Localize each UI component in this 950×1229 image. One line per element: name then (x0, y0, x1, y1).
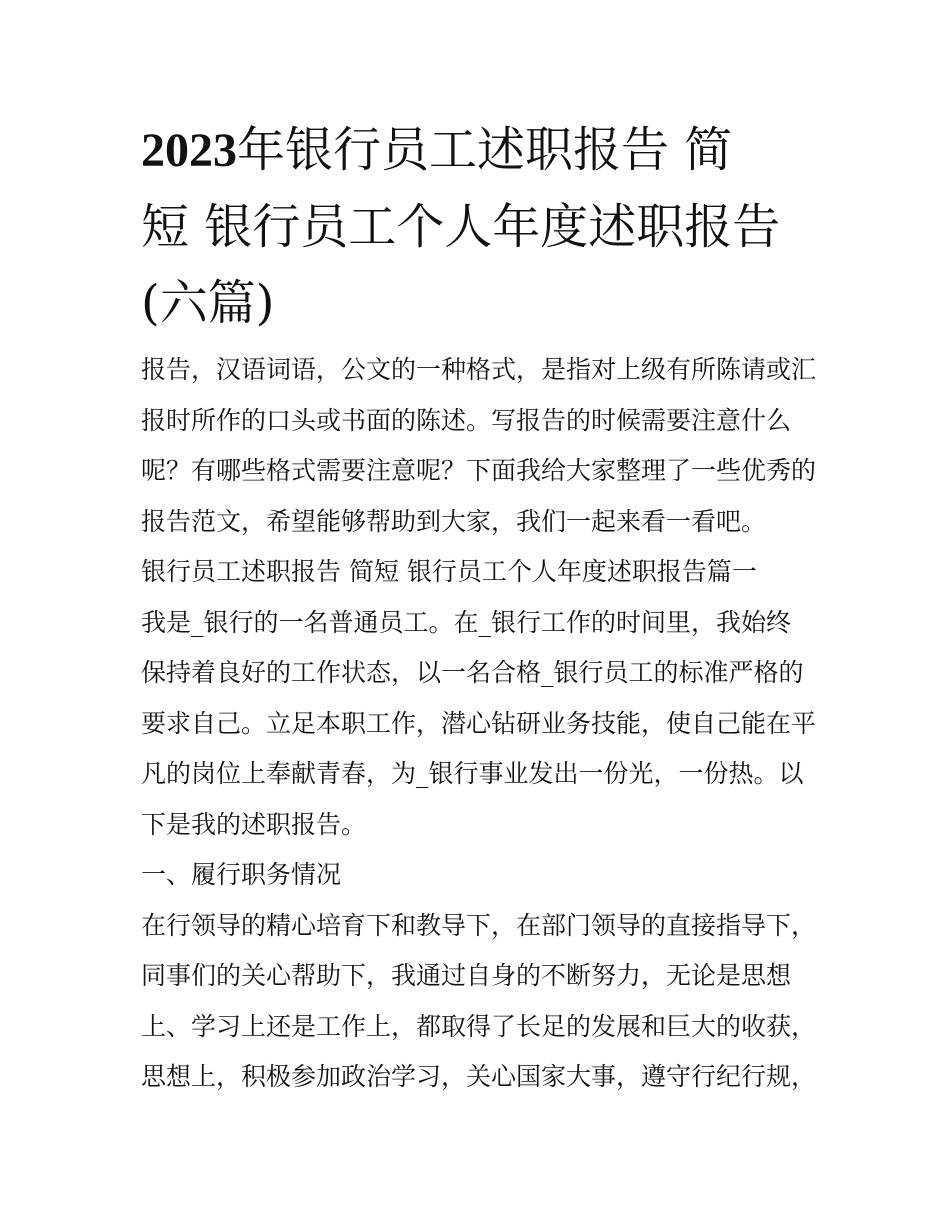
document-title (141, 112, 821, 341)
document-body (141, 345, 821, 1103)
body-line: 在行领导的精心培育下和教导下，在部门领导的直接指导下， (141, 910, 817, 940)
title-line-3: (六篇) (141, 275, 275, 331)
body-line: 我是_银行的一名普通员工。在_银行工作的时间里，我始终 (141, 607, 792, 637)
body-line: 思想上，积极参加政治学习，关心国家大事，遵守行纪行规， (141, 1062, 817, 1091)
body-line: 要求自己。立足本职工作，潜心钻研业务技能，使自己能在平 (141, 708, 817, 738)
body-line: 上、学习上还是工作上，都取得了长足的发展和巨大的收获， (141, 1011, 817, 1041)
body-line: 报告范文，希望能够帮助到大家，我们一起来看一看吧。 (141, 506, 767, 536)
body-line: 凡的岗位上奉献青春，为_银行事业发出一份光，一份热。以 (141, 759, 804, 788)
title-year: 2023 (141, 124, 237, 177)
body-line: 呢？有哪些格式需要注意呢？下面我给大家整理了一些优秀的 (141, 456, 817, 485)
section-heading-report-1: 银行员工述职报告 简短 银行员工个人年度述职报告篇一 (141, 557, 757, 586)
title-line-1-text: 年银行员工述职报告 简 (237, 122, 733, 178)
body-line: 同事们的关心帮助下，我通过自身的不断努力，无论是思想 (141, 961, 792, 990)
body-line: 保持着良好的工作状态，以一名合格_银行员工的标准严格的 (141, 658, 804, 687)
body-line: 下是我的述职报告。 (141, 809, 367, 839)
title-line-2: 短 银行员工个人年度述职报告 (141, 199, 781, 255)
title-line-1 (141, 112, 821, 189)
body-line: 报时所作的口头或书面的陈述。写报告的时候需要注意什么 (141, 405, 792, 435)
document-content (141, 112, 821, 1103)
body-line: 报告，汉语词语，公文的一种格式，是指对上级有所陈请或汇 (141, 355, 817, 384)
section-heading-duties: 一、履行职务情况 (141, 860, 342, 889)
